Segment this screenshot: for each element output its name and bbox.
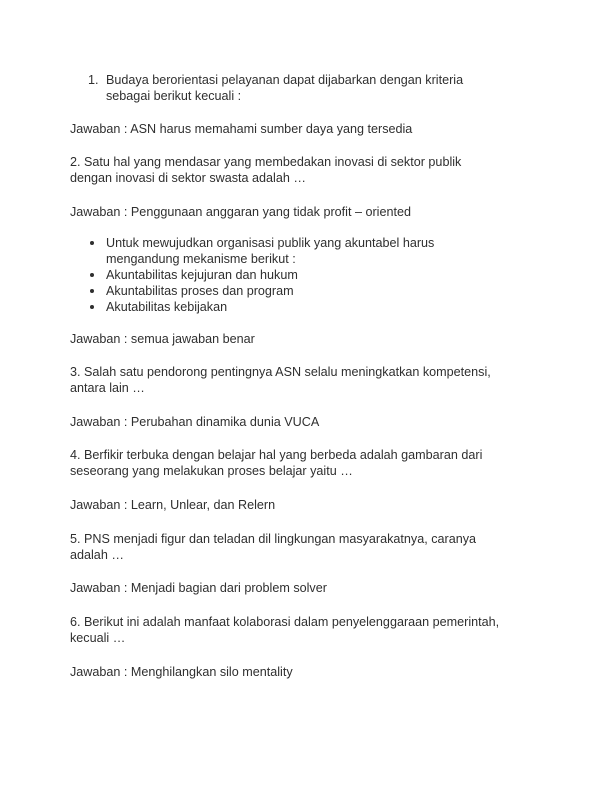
q5-text-line1: 5. PNS menjadi figur dan teladan dil lingkungan masyarakatnya, caranya — [70, 532, 477, 546]
q5-answer: Jawaban : Menjadi bagian dari problem solver — [70, 581, 327, 595]
bullet-item-2: Akuntabilitas kejujuran dan hukum — [106, 268, 298, 282]
q2-answer: Jawaban : Penggunaan anggaran yang tidak profit – oriented — [70, 205, 411, 219]
q3-text-line1: 3. Salah satu pendorong pentingnya ASN selalu meningkatkan kompetensi, — [70, 365, 491, 379]
bullet-item-1-line1: Untuk mewujudkan organisasi publik yang akuntabel harus — [106, 236, 435, 250]
bullet-icon — [90, 241, 94, 245]
bullet-icon — [90, 273, 94, 277]
q1-number: 1. — [88, 73, 99, 87]
q1-text-line1: Budaya berorientasi pelayanan dapat dijabarkan dengan kriteria — [106, 73, 464, 87]
q3-answer: Jawaban : Perubahan dinamika dunia VUCA — [70, 415, 320, 429]
bullet-icon — [90, 305, 94, 309]
bullet-icon — [90, 289, 94, 293]
q1-text-line2: sebagai berikut kecuali : — [106, 89, 242, 103]
q4-text-line2: seseorang yang melakukan proses belajar yaitu … — [70, 464, 353, 478]
q5-text-line2: adalah … — [70, 548, 124, 562]
q2-text-line2: dengan inovasi di sektor swasta adalah … — [70, 171, 306, 185]
bullet-item-3: Akuntabilitas proses dan program — [106, 284, 294, 298]
bullet-item-4: Akutabilitas kebijakan — [106, 300, 228, 314]
bullet-item-1-line2: mengandung mekanisme berikut : — [106, 252, 296, 266]
q1-answer: Jawaban : ASN harus memahami sumber daya yang tersedia — [70, 122, 413, 136]
q2-text-line1: 2. Satu hal yang mendasar yang membedakan inovasi di sektor publik — [70, 155, 462, 169]
q3-text-line2: antara lain … — [70, 381, 145, 395]
bullets-answer: Jawaban : semua jawaban benar — [70, 332, 255, 346]
q6-text-line2: kecuali … — [70, 631, 126, 645]
q4-text-line1: 4. Berfikir terbuka dengan belajar hal yang berbeda adalah gambaran dari — [70, 448, 483, 462]
q4-answer: Jawaban : Learn, Unlear, dan Relern — [70, 498, 276, 512]
q6-text-line1: 6. Berikut ini adalah manfaat kolaborasi dalam penyelenggaraan pemerintah, — [70, 615, 500, 629]
q6-answer: Jawaban : Menghilangkan silo mentality — [70, 665, 293, 679]
